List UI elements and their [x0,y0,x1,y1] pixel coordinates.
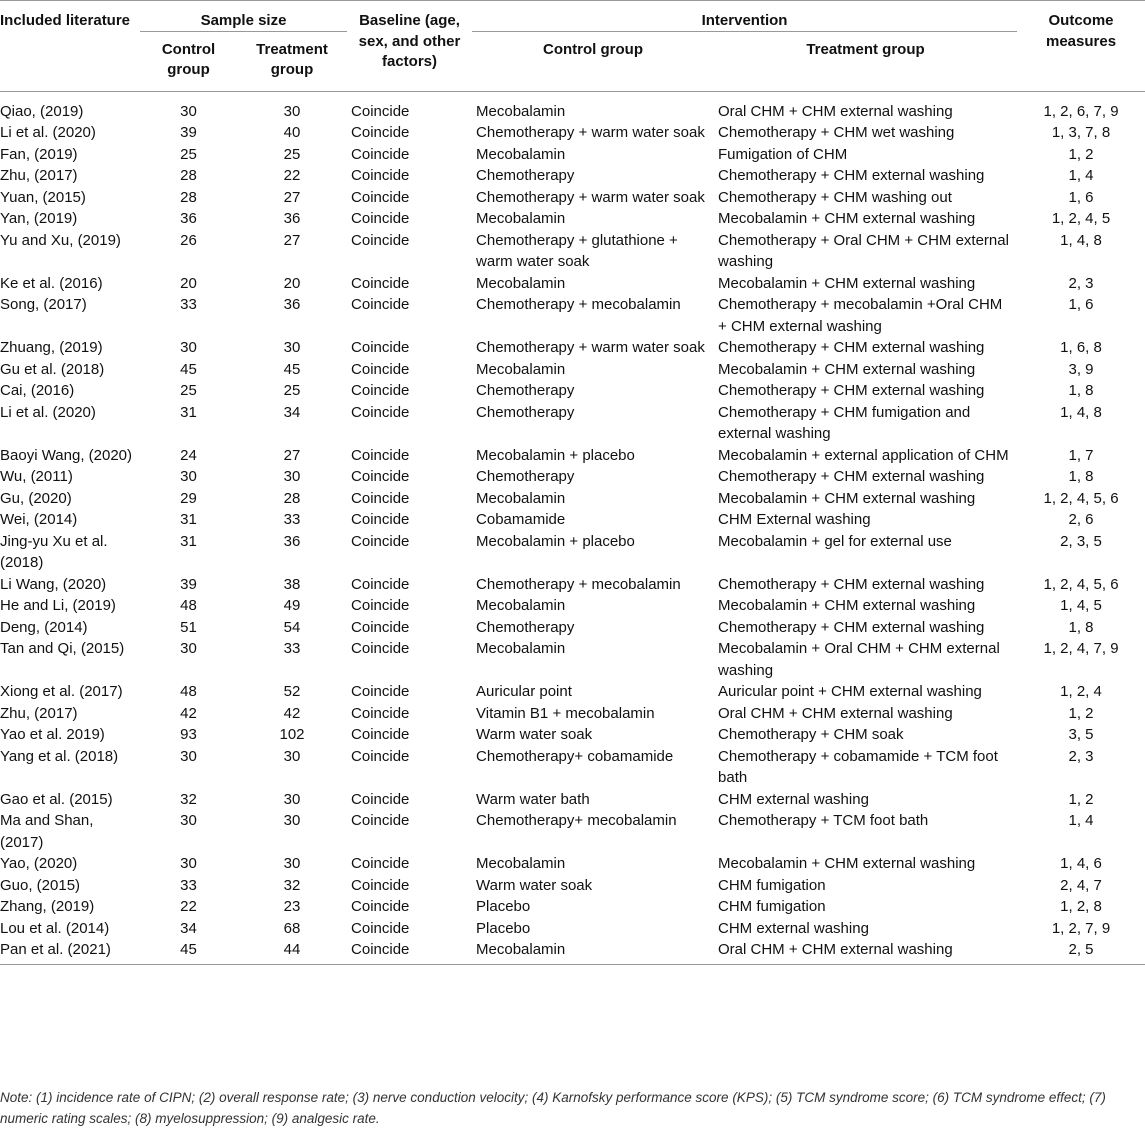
cell-literature: Cai, (2016) [0,382,75,399]
header-control-group: Control group [161,40,216,78]
cell-treatment-size: 23 [283,898,301,915]
cell-intervention-control: Mecobalamin [476,274,566,292]
cell-treatment-size: 27 [283,231,301,249]
cell-baseline: Coincide [351,704,410,722]
cell-intervention-treatment: Mecobalamin + CHM external washing [718,597,976,614]
cell-control-size: 25 [180,145,197,163]
table-row [0,165,1145,187]
cell-baseline: Coincide [351,360,410,378]
cell-baseline: Coincide [351,468,410,485]
cell-baseline: Coincide [351,403,410,421]
cell-intervention-treatment: Mecobalamin + CHM external washing [718,489,976,507]
cell-intervention-control: Mecobalamin [476,102,566,120]
cell-treatment-size: 30 [283,468,301,485]
cell-control-size: 48 [180,597,197,614]
cell-treatment-size: 30 [283,855,301,872]
cell-baseline: Coincide [351,167,410,184]
cell-treatment-size: 33 [283,511,301,528]
cell-treatment-size: 27 [283,446,301,464]
cell-outcome-measures: 1, 4 [1068,812,1094,829]
cell-treatment-size: 44 [237,939,347,964]
cell-intervention-treatment: Mecobalamin + CHM external washing [718,210,976,227]
table-row [0,466,1145,488]
cell-control-size: 30 [180,468,197,485]
cell-literature: Yao, (2020) [0,855,78,872]
cell-literature: Yao et al. 2019) [0,726,105,743]
cell-treatment-size: 42 [283,704,301,722]
cell-intervention-control: Chemotherapy [476,468,575,485]
cell-control-size: 39 [180,575,197,593]
cell-outcome-measures: 1, 6, 8 [1060,339,1102,356]
cell-literature: Ke et al. (2016) [0,274,103,292]
cell-control-size: 30 [180,339,197,356]
table-row [0,445,1145,467]
cell-control-size: 30 [180,855,197,872]
cell-intervention-treatment: Mecobalamin + CHM external washing [718,855,976,872]
cell-literature: Ma and Shan, (2017) [0,812,94,851]
cell-baseline: Coincide [351,747,410,765]
cell-outcome-measures: 2, 3 [1068,274,1094,292]
cell-control-size: 42 [180,704,197,722]
cell-outcome-measures: 1, 2, 7, 9 [1051,919,1111,937]
cell-treatment-size: 36 [283,532,301,550]
cell-control-size: 28 [180,167,197,184]
cell-outcome-measures: 1, 8 [1068,618,1094,636]
cell-control-size: 22 [180,898,197,915]
cell-outcome-measures: 1, 4, 5 [1060,597,1102,614]
cell-control-size: 34 [180,919,197,937]
cell-literature: Zhu, (2017) [0,167,78,184]
cell-baseline: Coincide [351,618,410,636]
cell-baseline: Coincide [351,210,410,227]
header-intervention: Intervention [472,1,1017,32]
cell-control-size: 36 [180,210,197,227]
cell-outcome-measures: 1, 2, 4 [1060,683,1102,700]
cell-intervention-treatment: Chemotherapy + CHM wet washing [718,124,955,141]
cell-intervention-control: Chemotherapy [476,382,575,399]
cell-control-size: 26 [180,231,197,249]
cell-literature: Zhuang, (2019) [0,339,103,356]
cell-literature: Li et al. (2020) [0,124,96,141]
table-row [0,294,1145,337]
cell-outcome-measures: 1, 2, 6, 7, 9 [1043,102,1119,120]
cell-intervention-control: Chemotherapy [476,403,575,421]
cell-control-size: 30 [180,747,197,765]
cell-literature: Tan and Qi, (2015) [0,640,125,657]
cell-intervention-control: Chemotherapy + mecobalamin [476,575,681,593]
cell-intervention-treatment: Oral CHM + CHM external washing [718,102,953,120]
cell-literature: Qiao, (2019) [0,102,84,120]
cell-literature: Gu et al. (2018) [0,360,105,378]
table-row [0,122,1145,144]
cell-baseline: Coincide [351,382,410,399]
cell-outcome-measures: 3, 9 [1068,360,1094,378]
cell-literature: Jing-yu Xu et al. (2018) [0,532,108,571]
cell-literature: Xiong et al. (2017) [0,683,123,700]
header-intervention-control-group: Control group [543,40,643,58]
cell-intervention-control: Warm water bath [476,790,590,808]
cell-intervention-treatment: Chemotherapy + CHM external washing [718,575,985,593]
cell-baseline: Coincide [351,683,410,700]
cell-outcome-measures: 1, 4 [1068,167,1094,184]
cell-treatment-size: 25 [283,382,301,399]
cell-baseline: Coincide [351,511,410,528]
cell-treatment-size: 20 [283,274,301,292]
cell-treatment-size: 30 [283,747,301,765]
header-baseline: Baseline (age, sex, and other factors) [347,1,472,81]
cell-intervention-control: Chemotherapy + mecobalamin [476,296,681,313]
cell-literature: Fan, (2019) [0,145,78,163]
cell-treatment-size: 102 [279,726,305,743]
cell-baseline: Coincide [351,489,410,507]
cell-intervention-control: Mecobalamin [476,210,566,227]
cell-literature: Song, (2017) [0,296,87,313]
table-row [0,144,1145,166]
cell-control-size: 39 [180,124,197,141]
header-intervention-treatment-group: Treatment group [806,40,925,58]
cell-control-size: 30 [180,812,197,829]
cell-intervention-control: Chemotherapy + warm water soak [476,124,705,141]
cell-intervention-treatment: Mecobalamin + CHM external washing [718,274,976,292]
cell-control-size: 45 [180,360,197,378]
cell-intervention-treatment: Chemotherapy + CHM external washing [718,167,985,184]
cell-intervention-control: Chemotherapy + warm water soak [476,339,705,356]
cell-literature: Lou et al. (2014) [0,919,110,937]
cell-intervention-treatment: CHM external washing [718,919,869,937]
cell-outcome-measures: 1, 4, 8 [1060,231,1102,249]
cell-control-size: 45 [140,939,237,964]
cell-intervention-control: Chemotherapy+ cobamamide [476,747,674,765]
cell-outcome-measures: 3, 5 [1068,726,1094,743]
cell-intervention-treatment: Mecobalamin + CHM external washing [718,360,976,378]
cell-control-size: 25 [180,382,197,399]
table-row [0,896,1145,918]
table-row [0,853,1145,875]
cell-intervention-treatment: Chemotherapy + CHM external washing [718,339,985,356]
cell-literature: Zhu, (2017) [0,704,78,722]
cell-intervention-treatment: Chemotherapy + CHM external washing [718,382,985,399]
table-row [0,574,1145,596]
cell-control-size: 33 [180,296,197,313]
cell-control-size: 20 [180,274,197,292]
cell-treatment-size: 49 [283,597,301,614]
cell-intervention-treatment: Chemotherapy + CHM external washing [718,618,985,636]
cell-outcome-measures: 1, 4, 6 [1060,855,1102,872]
cell-intervention-control: Mecobalamin + placebo [476,446,635,464]
cell-outcome-measures: 1, 2, 4, 5, 6 [1043,489,1119,507]
cell-intervention-treatment: CHM fumigation [718,876,826,894]
cell-intervention-control: Mecobalamin [476,640,566,657]
cell-baseline: Coincide [351,726,410,743]
cell-baseline: Coincide [351,296,410,313]
cell-literature: Li et al. (2020) [0,403,96,421]
cell-control-size: 30 [180,640,197,657]
cell-outcome-measures: 2, 3, 5 [1060,532,1102,550]
cell-intervention-control: Mecobalamin [476,597,566,614]
cell-baseline: Coincide [351,188,410,206]
table-row [0,939,1145,964]
table-row [0,789,1145,811]
table-row [0,402,1145,445]
cell-literature: Guo, (2015) [0,876,81,894]
cell-outcome-measures: 1, 8 [1068,382,1094,399]
cell-outcome-measures: 2, 6 [1068,511,1094,528]
table-row [0,380,1145,402]
cell-outcome-measures: 1, 6 [1068,296,1094,313]
cell-intervention-control: Mecobalamin [476,145,566,163]
cell-outcome-measures: 1, 3, 7, 8 [1051,124,1111,141]
cell-intervention-control: Placebo [476,898,531,915]
cell-treatment-size: 32 [283,876,301,894]
cell-treatment-size: 36 [283,210,301,227]
cell-control-size: 93 [180,726,197,743]
cell-intervention-treatment: Chemotherapy + cobamamide + TCM foot bath [718,747,998,786]
cell-treatment-size: 27 [283,188,301,206]
cell-treatment-size: 30 [283,812,301,829]
cell-literature: Gao et al. (2015) [0,790,113,808]
cell-intervention-control: Cobamamide [476,511,566,528]
table-row [0,509,1145,531]
cell-control-size: 28 [180,188,197,206]
cell-outcome-measures: 2, 5 [1017,939,1145,964]
cell-intervention-control: Chemotherapy + warm water soak [476,188,705,206]
cell-intervention-control: Mecobalamin + placebo [476,532,635,550]
table-row [0,918,1145,940]
cell-treatment-size: 54 [283,618,301,636]
cell-outcome-measures: 1, 8 [1068,468,1094,485]
cell-literature: Deng, (2014) [0,618,88,636]
cell-intervention-control: Chemotherapy [476,618,575,636]
table-header [0,1,1145,92]
cell-intervention-control: Warm water soak [476,876,593,894]
table-row [0,810,1145,853]
table-row [0,230,1145,273]
cell-literature: Yan, (2019) [0,210,78,227]
table-row [0,638,1145,681]
table-row [0,488,1145,510]
table-row [0,91,1145,122]
cell-outcome-measures: 1, 4, 8 [1060,403,1102,421]
cell-intervention-control: Mecobalamin [476,855,566,872]
cell-baseline: Coincide [351,274,410,292]
cell-intervention-control: Warm water soak [476,726,593,743]
cell-treatment-size: 38 [283,575,301,593]
cell-intervention-treatment: Oral CHM + CHM external washing [718,704,953,722]
cell-control-size: 29 [180,489,197,507]
cell-outcome-measures: 1, 2 [1068,704,1094,722]
cell-control-size: 33 [180,876,197,894]
table-row [0,273,1145,295]
cell-literature: Pan et al. (2021) [0,939,140,964]
cell-intervention-treatment: Mecobalamin + Oral CHM + CHM external washing [718,640,1000,679]
cell-intervention-treatment: Chemotherapy + TCM foot bath [718,812,929,829]
cell-literature: Wu, (2011) [0,468,73,485]
table-row [0,681,1145,703]
cell-outcome-measures: 1, 2, 4, 7, 9 [1043,640,1119,657]
cell-intervention-control: Placebo [476,919,531,937]
cell-intervention-treatment: CHM external washing [718,790,869,808]
cell-baseline: Coincide [351,532,410,550]
cell-outcome-measures: 1, 2, 4, 5, 6 [1043,575,1119,593]
cell-baseline: Coincide [351,790,410,808]
cell-baseline: Coincide [351,898,410,915]
table-row [0,595,1145,617]
cell-baseline: Coincide [351,597,410,614]
cell-intervention-control: Auricular point [476,683,572,700]
cell-intervention-treatment: Chemotherapy + CHM soak [718,726,904,743]
cell-treatment-size: 28 [283,489,301,507]
cell-control-size: 48 [180,683,197,700]
cell-control-size: 24 [180,446,197,464]
cell-intervention-control: Mecobalamin [476,489,566,507]
cell-intervention-control: Mecobalamin [476,360,566,378]
cell-baseline: Coincide [351,812,410,829]
cell-intervention-control: Chemotherapy+ mecobalamin [476,812,677,829]
table-row [0,746,1145,789]
cell-literature: Gu, (2020) [0,489,72,507]
cell-treatment-size: 45 [283,360,301,378]
cell-control-size: 32 [180,790,197,808]
cell-baseline: Coincide [351,339,410,356]
cell-baseline: Coincide [347,939,472,964]
cell-outcome-measures: 1, 2, 4, 5 [1051,210,1111,227]
cell-outcome-measures: 2, 4, 7 [1060,876,1102,894]
cell-intervention-control: Chemotherapy [476,167,575,184]
cell-intervention-treatment: Chemotherapy + CHM external washing [718,468,985,485]
cell-baseline: Coincide [351,919,410,937]
header-included-literature: Included literature [0,1,140,81]
header-treatment-group: Treatment group [256,40,328,78]
cell-literature: Yuan, (2015) [0,188,86,206]
table-row [0,617,1145,639]
cell-literature: Baoyi Wang, (2020) [0,446,133,464]
cell-control-size: 31 [180,532,197,550]
table-row [0,531,1145,574]
cell-control-size: 31 [180,511,197,528]
cell-outcome-measures: 1, 2 [1068,145,1094,163]
table-row [0,724,1145,746]
cell-outcome-measures: 1, 6 [1068,188,1094,206]
table-note: Note: (1) incidence rate of CIPN; (2) overall response rate; (3) nerve conduction velocity; (4) Karnofsky performance score (KPS); (5) TCM syndrome score; (6) TCM syndrome effect; (7) numeric rating scales; (8) myelosuppression; (9) analgesic rate. [0,1090,1106,1126]
cell-outcome-measures: 1, 2 [1068,790,1094,808]
cell-literature: Zhang, (2019) [0,898,95,915]
cell-literature: Wei, (2014) [0,511,78,528]
cell-intervention-treatment: Chemotherapy + mecobalamin +Oral CHM + CHM external washing [718,296,1003,335]
table-row [0,187,1145,209]
cell-intervention-control: Chemotherapy + glutathione + warm water soak [476,231,678,270]
cell-outcome-measures: 1, 2, 8 [1060,898,1102,915]
cell-intervention-treatment: CHM External washing [718,511,871,528]
cell-baseline: Coincide [351,855,410,872]
cell-intervention-treatment: Auricular point + CHM external washing [718,683,982,700]
table-body [0,91,1145,964]
cell-treatment-size: 40 [283,124,301,141]
cell-intervention-treatment: Chemotherapy + Oral CHM + CHM external washing [718,231,1009,270]
cell-literature: He and Li, (2019) [0,597,116,614]
cell-baseline: Coincide [351,446,410,464]
cell-treatment-size: 30 [283,790,301,808]
cell-intervention-treatment: Fumigation of CHM [718,145,848,163]
cell-literature: Yang et al. (2018) [0,747,119,765]
cell-intervention-control: Mecobalamin [472,939,714,964]
cell-treatment-size: 30 [283,339,301,356]
cell-intervention-treatment: Mecobalamin + external application of CHM [718,446,1009,464]
table-row [0,359,1145,381]
cell-treatment-size: 25 [283,145,301,163]
cell-treatment-size: 22 [283,167,301,184]
cell-intervention-treatment: Oral CHM + CHM external washing [714,939,1017,964]
cell-treatment-size: 34 [283,403,301,421]
table-row [0,703,1145,725]
cell-intervention-treatment: CHM fumigation [718,898,826,915]
cell-treatment-size: 52 [283,683,301,700]
header-outcome-measures: Outcome measures [1017,1,1145,81]
cell-baseline: Coincide [351,124,410,141]
cell-baseline: Coincide [351,231,410,249]
cell-treatment-size: 68 [283,919,301,937]
cell-intervention-treatment: Chemotherapy + CHM fumigation and external washing [718,403,971,442]
header-sample-size: Sample size [140,1,347,32]
cell-baseline: Coincide [351,640,410,657]
cell-treatment-size: 33 [283,640,301,657]
cell-baseline: Coincide [351,145,410,163]
cell-control-size: 30 [180,102,197,120]
table-row [0,875,1145,897]
cell-literature: Yu and Xu, (2019) [0,231,121,249]
cell-outcome-measures: 1, 7 [1068,446,1094,464]
cell-intervention-treatment: Chemotherapy + CHM washing out [718,188,952,206]
cell-intervention-control: Vitamin B1 + mecobalamin [476,704,655,722]
table-row [0,337,1145,359]
cell-baseline: Coincide [351,876,410,894]
cell-intervention-treatment: Mecobalamin + gel for external use [718,532,952,550]
cell-outcome-measures: 2, 3 [1068,747,1094,765]
cell-control-size: 31 [180,403,197,421]
cell-treatment-size: 36 [283,296,301,313]
cell-treatment-size: 30 [283,102,301,120]
cell-literature: Li Wang, (2020) [0,575,107,593]
table-row [0,208,1145,230]
cell-baseline: Coincide [351,575,410,593]
cell-control-size: 51 [180,618,197,636]
cell-baseline: Coincide [351,102,410,120]
